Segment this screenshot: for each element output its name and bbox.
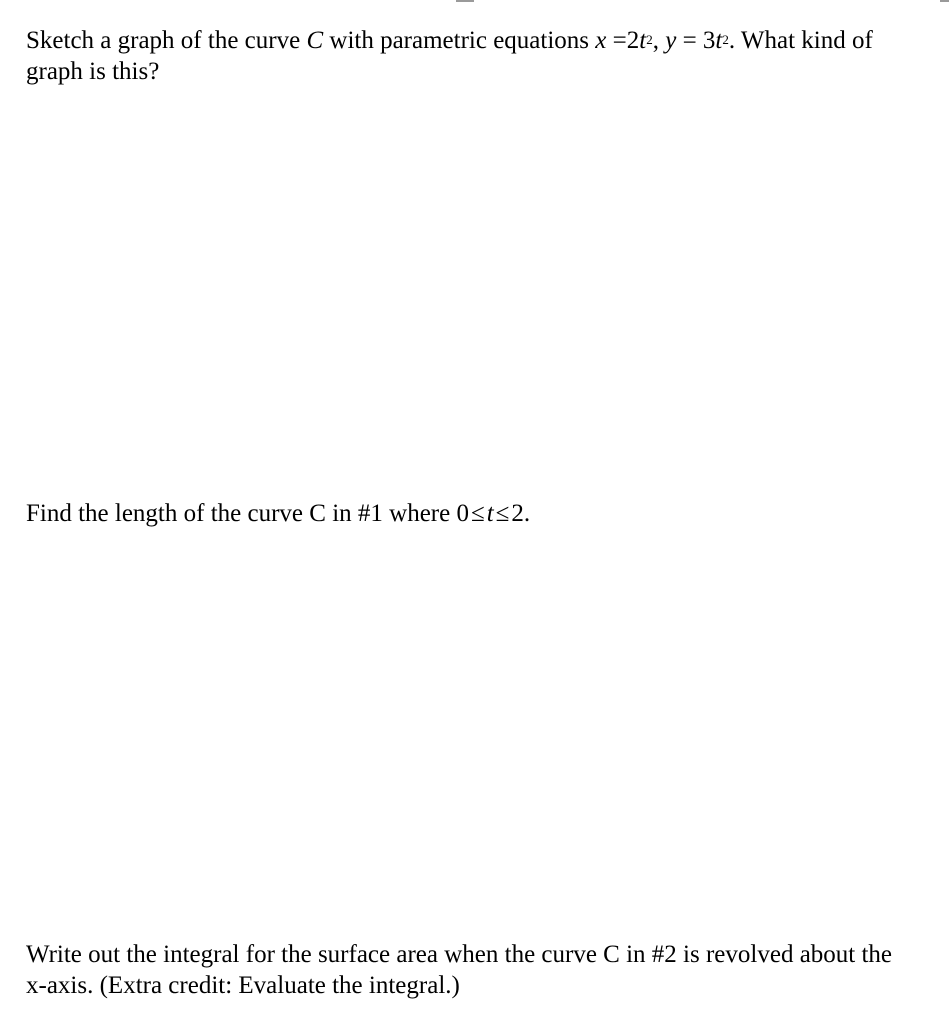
- parameter-range: 0≤t≤2: [456, 500, 524, 527]
- page-edge-mark: [456, 0, 474, 2]
- question-1-intro: Sketch a graph of the curve: [26, 27, 307, 54]
- question-1-outro: . What kind of graph is this?: [26, 27, 873, 85]
- y-equation: $y = 3t^2$: [665, 27, 729, 54]
- y-coefficient: 3: [702, 27, 716, 54]
- question-2-intro: Find the length of the curve C in #1 where: [26, 500, 457, 527]
- y-variable: y: [665, 27, 677, 54]
- page-edge-mark: [940, 0, 949, 2]
- exponent: 2: [646, 32, 653, 47]
- question-1: [26, 25, 906, 87]
- page-top-edge: [0, 0, 949, 4]
- x-equation: $x =2t^2$: [595, 27, 653, 54]
- exponent: 2: [722, 32, 729, 47]
- parameter: t: [715, 27, 723, 54]
- x-variable: x: [595, 27, 607, 54]
- parameter: t: [639, 27, 647, 54]
- parameter: t: [486, 500, 494, 527]
- question-2: [26, 498, 906, 529]
- question-3: Write out the integral for the surface area when the curve C in #2 is revolved about the x-axis. (Extra credit: Evaluate the integral.): [26, 941, 893, 999]
- question-1-mid: with parametric equations: [323, 27, 596, 54]
- range-lower-bound: 0: [456, 500, 469, 527]
- question-2-end: .: [523, 500, 531, 527]
- range-upper-bound: 2: [511, 500, 524, 527]
- separator: ,: [652, 27, 666, 54]
- x-coefficient: 2: [626, 27, 640, 54]
- curve-variable: C: [306, 27, 324, 54]
